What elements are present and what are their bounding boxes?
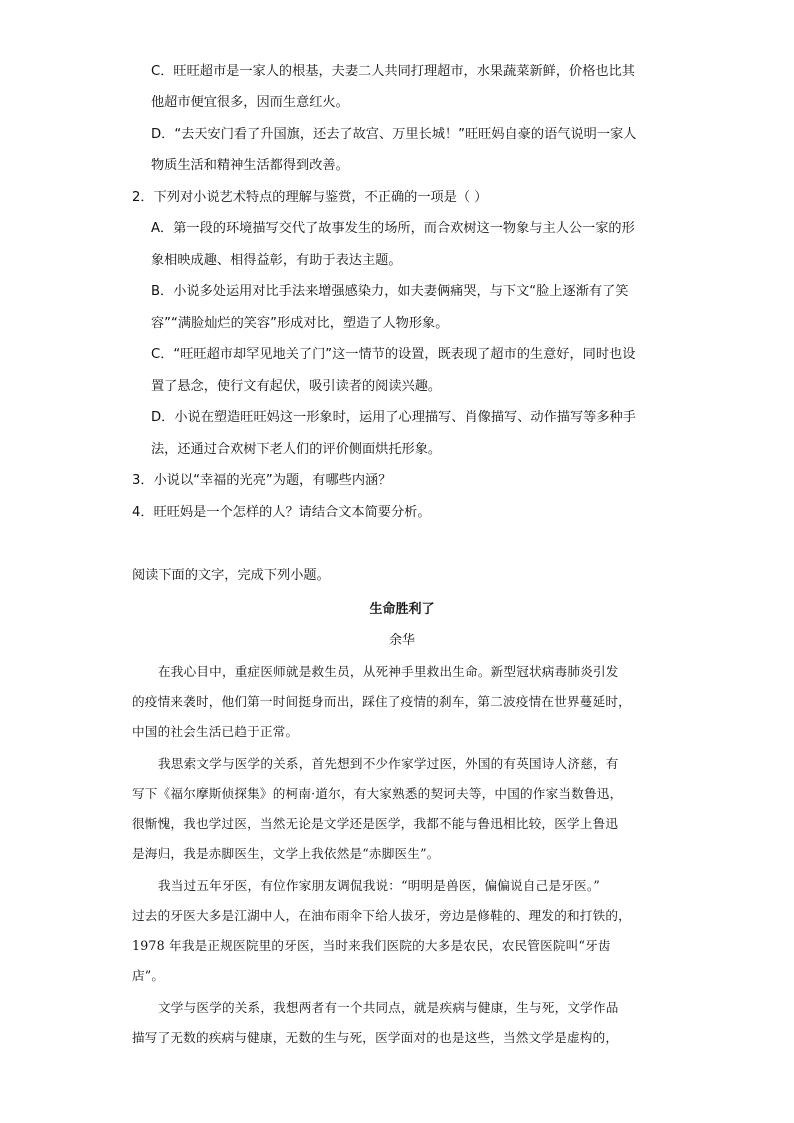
option-line: 象相映成趣、相得益彰，有助于表达主题。	[151, 253, 402, 268]
paragraph-line: 过去的牙医大多是江湖中人，在油布雨伞下给人拔牙，旁边是修鞋的、理发的和打铁的，	[132, 908, 631, 923]
option-line: 物质生活和精神生活都得到改善。	[151, 158, 349, 173]
option-line: C．旺旺超市是一家人的根基，夫妻二人共同打理超市，水果蔬菜新鲜，价格也比其	[151, 64, 635, 79]
paragraph-line: 在我心目中，重症医师就是救生员，从死神手里救出生命。新型冠状病毒肺炎引发	[158, 664, 619, 679]
option-line: B．小说多处运用对比手法来增强感染力，如夫妻俩痛哭，与下文“脸上逐渐有了笑	[151, 284, 629, 299]
paragraph-line: 是海归，我是赤脚医生，文学上我依然是“赤脚医生”。	[132, 846, 440, 861]
paragraph-line: 的疫情来袭时，他们第一时间挺身而出，踩住了疫情的刹车，第二波疫情在世界蔓延时，	[132, 694, 631, 709]
paragraph-line: 文学与医学的关系，我想两者有一个共同点，就是疾病与健康，生与死，文学作品	[158, 1000, 619, 1015]
option-line: A．第一段的环境描写交代了故事发生的场所，而合欢树这一物象与主人公一家的形	[151, 221, 635, 236]
option-line: D．“去天安门看了升国旗，还去了故宫、万里长城！”旺旺妈自豪的语气说明一家人	[151, 127, 637, 142]
paragraph-line: 我当过五年牙医，有位作家朋友调侃我说：“明明是兽医，偏偏说自己是牙医。”	[158, 878, 600, 893]
question-line: 3．小说以“幸福的光亮”为题，有哪些内涵？	[132, 473, 392, 488]
reading-instruction: 阅读下面的文字，完成下列小题。	[132, 568, 330, 583]
paragraph-line: 中国的社会生活已趋于正常。	[132, 724, 299, 739]
passage-title: 生命胜利了	[369, 602, 435, 617]
paragraph-line: 描写了无数的疾病与健康，无数的生与死，医学面对的也是这些，当然文学是虚构的，	[132, 1030, 619, 1045]
passage-author: 余华	[388, 633, 415, 648]
paragraph-line: 店”。	[132, 968, 165, 983]
option-line: 他超市便宜很多，因而生意红火。	[151, 95, 349, 110]
option-line: D．小说在塑造旺旺妈这一形象时，运用了心理描写、肖像描写、动作描写等多种手	[151, 410, 636, 425]
option-line: 容”“满脸灿烂的笑容”形成对比，塑造了人物形象。	[151, 316, 449, 331]
question-line: 2．下列对小说艺术特点的理解与鉴赏，不正确的一项是（ ）	[132, 190, 488, 205]
question-line: 4．旺旺妈是一个怎样的人？请结合文本简要分析。	[132, 505, 431, 520]
option-line: 法，还通过合欢树下老人们的评价侧面烘托形象。	[151, 442, 442, 457]
option-line: C．“旺旺超市却罕见地关了门”这一情节的设置，既表现了超市的生意好，同时也设	[151, 347, 636, 362]
paragraph-line: 写下《福尔摩斯侦探集》的柯南·道尔，有大家熟悉的契诃夫等，中国的作家当数鲁迅，	[132, 786, 623, 801]
paragraph-line: 我思索文学与医学的关系，首先想到不少作家学过医，外国的有英国诗人济慈，有	[158, 756, 619, 771]
paragraph-line: 很惭愧，我也学过医，当然无论是文学还是医学，我都不能与鲁迅相比较，医学上鲁迅	[132, 816, 619, 831]
option-line: 置了悬念，使行文有起伏，吸引读者的阅读兴趣。	[151, 379, 442, 394]
paragraph-line: 1978 年我是正规医院里的牙医，当时来我们医院的大多是农民，农民管医院叫“牙齿	[132, 938, 611, 953]
